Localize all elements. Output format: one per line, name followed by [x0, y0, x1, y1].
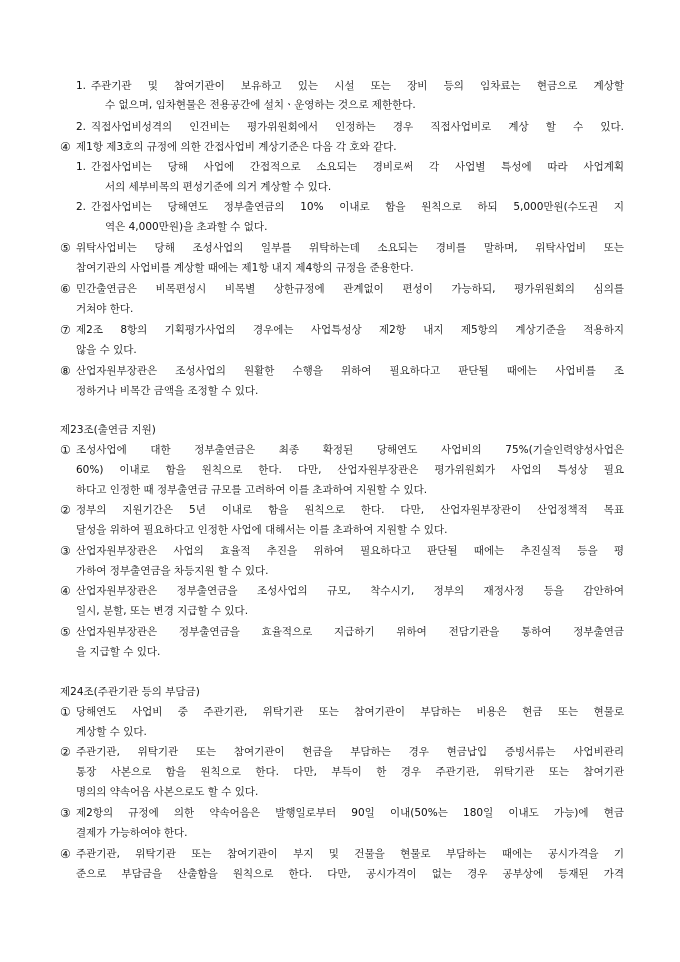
paragraph-marker: ① [60, 443, 71, 457]
paragraph-text-line: 산업자원부장관은 정부출연금을 효율적으로 지급하기 위하여 전담기관을 통하여 정부출연금 [76, 626, 624, 638]
paragraph-text-line: 정부의 지원기간은 5년 이내로 함을 원칙으로 한다. 다만, 산업자원부장관이 산업정책적 목표 [76, 504, 624, 516]
paragraph-text-line: 않을 수 있다. [76, 344, 137, 356]
paragraph-text-line: 주관기관, 위탁기관 또는 참여기관이 현금을 부담하는 경우 현금납입 증빙서류는 사업비관리 [76, 746, 624, 758]
paragraph-marker: ④ [60, 584, 71, 598]
item-text-line: 간접사업비는 당해연도 정부출연금의 10% 이내로 함을 원칙으로 하되 5,000만원(수도권 지 [91, 201, 624, 213]
paragraph-text-line: 민간출연금은 비목편성시 비목별 상한규정에 관계없이 편성이 가능하되, 평가위원회의 심의를 [76, 283, 624, 295]
paragraph-text-line: 하다고 인정한 때 정부출연금 규모를 고려하여 이를 초과하여 지원할 수 있다. [76, 484, 428, 496]
item-number: 2. [76, 201, 87, 213]
paragraph-text-line: 참여기관의 사업비를 계상할 때에는 제1항 내지 제4항의 규정을 준용한다. [76, 262, 414, 274]
paragraph-text-line: 결제가 가능하여야 한다. [76, 827, 188, 839]
item-text-line: 서의 세부비목의 편성기준에 의거 계상할 수 있다. [105, 181, 332, 193]
paragraph-marker: ② [60, 503, 71, 517]
paragraph-text-line: 조성사업에 대한 정부출연금은 최종 확정된 당해연도 사업비의 75%(기술인력양성사업은 [76, 444, 624, 456]
paragraph-marker: ③ [60, 544, 71, 558]
paragraph-text-line: 일시, 분할, 또는 변경 지급할 수 있다. [76, 605, 249, 617]
paragraph-text-line: 당해연도 사업비 중 주관기관, 위탁기관 또는 참여기관이 부담하는 비용은 현금 또는 현물로 [76, 706, 624, 718]
paragraph-text-line: 제1항 제3호의 규정에 의한 간접사업비 계상기준은 다음 각 호와 같다. [76, 141, 397, 153]
paragraph-marker: ⑤ [60, 625, 71, 639]
paragraph-text-line: 계상할 수 있다. [76, 726, 147, 738]
paragraph-text-line: 60%) 이내로 함을 원칙으로 한다. 다만, 산업자원부장관은 평가위원회가 사업의 특성상 필요 [76, 464, 624, 476]
item-text-line: 주관기관 및 참여기관이 보유하고 있는 시설 또는 장비 등의 임차료는 현금으로 계상할 [91, 80, 624, 92]
paragraph-text-line: 통장 사본으로 함을 원칙으로 한다. 다만, 부득이 한 경우 주관기관, 위탁기관 또는 참여기관 [76, 766, 624, 778]
paragraph-marker: ④ [60, 140, 71, 154]
item-text-line: 수 없으며, 임차현물은 전용공간에 설치ㆍ운영하는 것으로 제한한다. [105, 99, 416, 111]
item-text-line: 직접사업비성격의 인건비는 평가위원회에서 인정하는 경우 직접사업비로 계상 할 수 있다. [91, 121, 624, 133]
article-24-title: 제24조(주관기관 등의 부담금) [60, 686, 200, 698]
paragraph-text-line: 정하거나 비목간 금액을 조정할 수 있다. [76, 385, 259, 397]
paragraph-marker: ⑥ [60, 282, 71, 296]
item-number: 2. [76, 121, 87, 133]
paragraph-marker: ③ [60, 806, 71, 820]
paragraph-text-line: 준으로 부담금을 산출함을 원칙으로 한다. 다만, 공시가격이 없는 경우 공부상에 등재된 가격 [76, 868, 624, 880]
article-23-title: 제23조(출연금 지원) [60, 424, 156, 436]
paragraph-marker: ① [60, 705, 71, 719]
paragraph-marker: ④ [60, 847, 71, 861]
paragraph-text-line: 가하여 정부출연금을 차등지원 할 수 있다. [76, 565, 269, 577]
paragraph-text-line: 달성을 위하여 필요하다고 인정한 사업에 대해서는 이를 초과하여 지원할 수 있다. [76, 524, 448, 536]
paragraph-text-line: 거쳐야 한다. [76, 303, 134, 315]
item-text-line: 역은 4,000만원)을 초과할 수 없다. [105, 221, 268, 233]
paragraph-text-line: 산업자원부장관은 사업의 효율적 추진을 위하여 필요하다고 판단될 때에는 추진실적 등을 평 [76, 545, 624, 557]
paragraph-text-line: 명의의 약속어음 사본으로도 할 수 있다. [76, 786, 259, 798]
paragraph-text-line: 제2조 8항의 기획평가사업의 경우에는 사업특성상 제2항 내지 제5항의 계상기준을 적용하지 [76, 324, 624, 336]
item-number: 1. [76, 161, 87, 173]
paragraph-marker: ② [60, 745, 71, 759]
paragraph-text-line: 주관기관, 위탁기관 또는 참여기관이 부지 및 건물을 현물로 부담하는 때에는 공시가격을 기 [76, 848, 624, 860]
paragraph-text-line: 위탁사업비는 당해 조성사업의 일부를 위탁하는데 소요되는 경비를 말하며, 위탁사업비 또는 [76, 242, 624, 254]
paragraph-text-line: 산업자원부장관은 조성사업의 원활한 수행을 위하여 필요하다고 판단될 때에는 사업비를 조 [76, 365, 624, 377]
paragraph-text-line: 산업자원부장관은 정부출연금을 조성사업의 규모, 착수시기, 정부의 재정사정 등을 감안하여 [76, 585, 624, 597]
item-text-line: 간접사업비는 당해 사업에 간접적으로 소요되는 경비로써 각 사업별 특성에 따라 사업계획 [91, 161, 624, 173]
paragraph-text-line: 을 지급할 수 있다. [76, 646, 161, 658]
paragraph-marker: ⑤ [60, 241, 71, 255]
paragraph-text-line: 제2항의 규정에 의한 약속어음은 발행일로부터 90일 이내(50%는 180일 이내도 가능)에 현금 [76, 807, 624, 819]
item-number: 1. [76, 80, 87, 92]
paragraph-marker: ⑧ [60, 364, 71, 378]
paragraph-marker: ⑦ [60, 323, 71, 337]
